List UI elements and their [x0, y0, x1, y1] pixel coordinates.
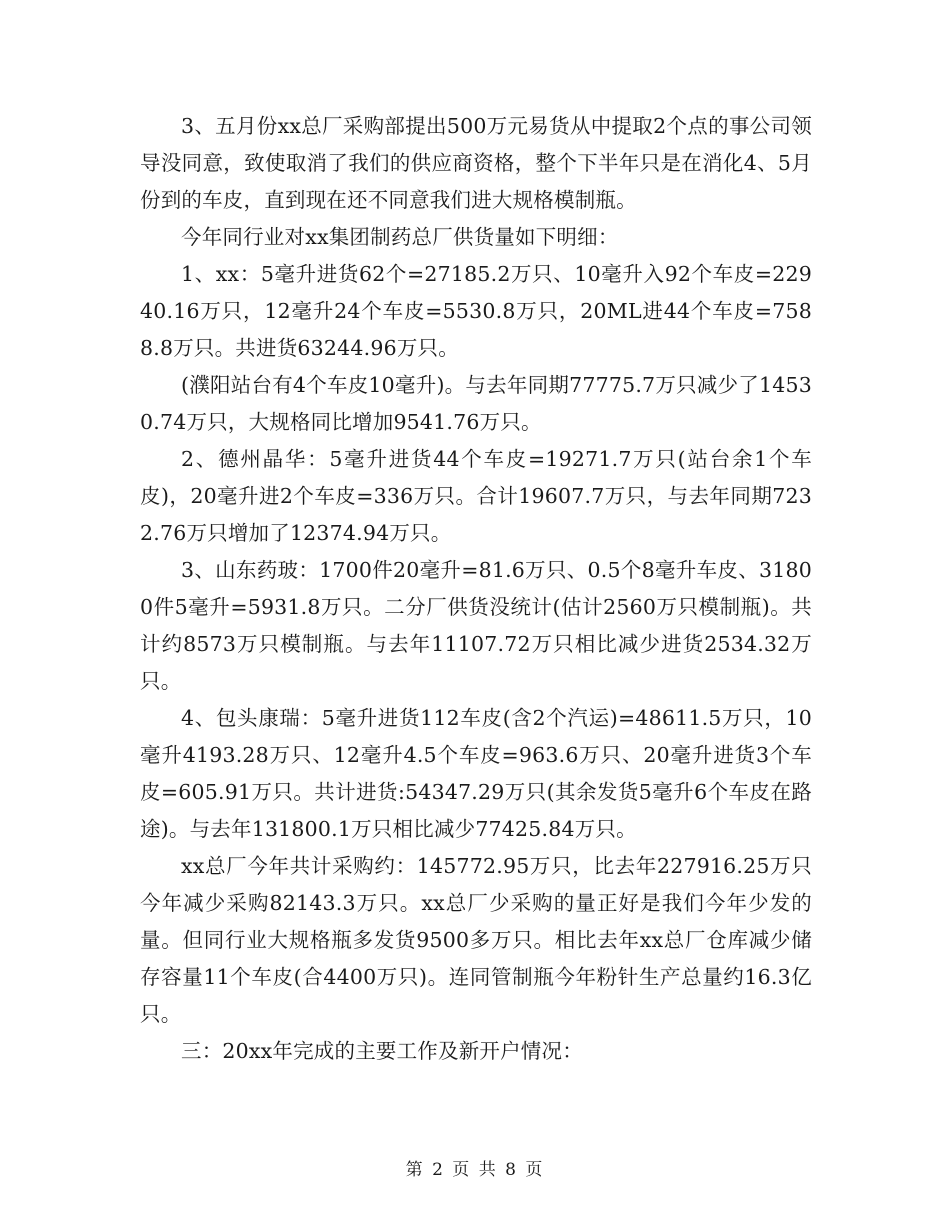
- paragraph-6: 3、山东药玻：1700件20毫升=81.6万只、0.5个8毫升车皮、31800件5毫升=5931.8万只。二分厂供货没统计(估计2560万只模制瓶)。共计约8573万只模制瓶。与去年11107.72万只相比减少进货2534.32万只。: [140, 558, 812, 693]
- paragraph-3: 1、xx：5毫升进货62个=27185.2万只、10毫升入92个车皮=22940.16万只，12毫升24个车皮=5530.8万只，20ML进44个车皮=7588.8万只。共进货63244.96万只。: [140, 262, 812, 360]
- paragraph-5: 2、德州晶华：5毫升进货44个车皮=19271.7万只(站台余1个车皮)，20毫升进2个车皮=336万只。合计19607.7万只，与去年同期7232.76万只增加了12374.94万只。: [140, 447, 812, 545]
- paragraph-4: (濮阳站台有4个车皮10毫升)。与去年同期77775.7万只减少了14530.74万只，大规格同比增加9541.76万只。: [140, 373, 812, 434]
- document-body: [140, 108, 812, 1070]
- paragraph-2: 今年同行业对xx集团制药总厂供货量如下明细：: [181, 225, 619, 249]
- section-heading: 三：20xx年完成的主要工作及新开户情况：: [181, 1039, 583, 1063]
- paragraph-7: 4、包头康瑞：5毫升进货112车皮(含2个汽运)=48611.5万只，10毫升4193.28万只、12毫升4.5个车皮=963.6万只、20毫升进货3个车皮=605.91万只。共计进货:54347.29万只(其余发货5毫升6个车皮在路途)。与去年131800.1万只相比减少77425.84万只。: [140, 706, 812, 841]
- paragraph-1: 3、五月份xx总厂采购部提出500万元易货从中提取2个点的事公司领导没同意，致使取消了我们的供应商资格，整个下半年只是在消化4、5月份到的车皮，直到现在还不同意我们进大规格模制瓶。: [140, 114, 812, 212]
- paragraph-8: xx总厂今年共计采购约：145772.95万只，比去年227916.25万只今年减少采购82143.3万只。xx总厂少采购的量正好是我们今年少发的量。但同行业大规格瓶多发货9500多万只。相比去年xx总厂仓库减少储存容量11个车皮(合4400万只)。连同管制瓶今年粉针生产总量约16.3亿只。: [140, 854, 812, 1026]
- page-footer: 第 2 页 共 8 页: [405, 1160, 545, 1180]
